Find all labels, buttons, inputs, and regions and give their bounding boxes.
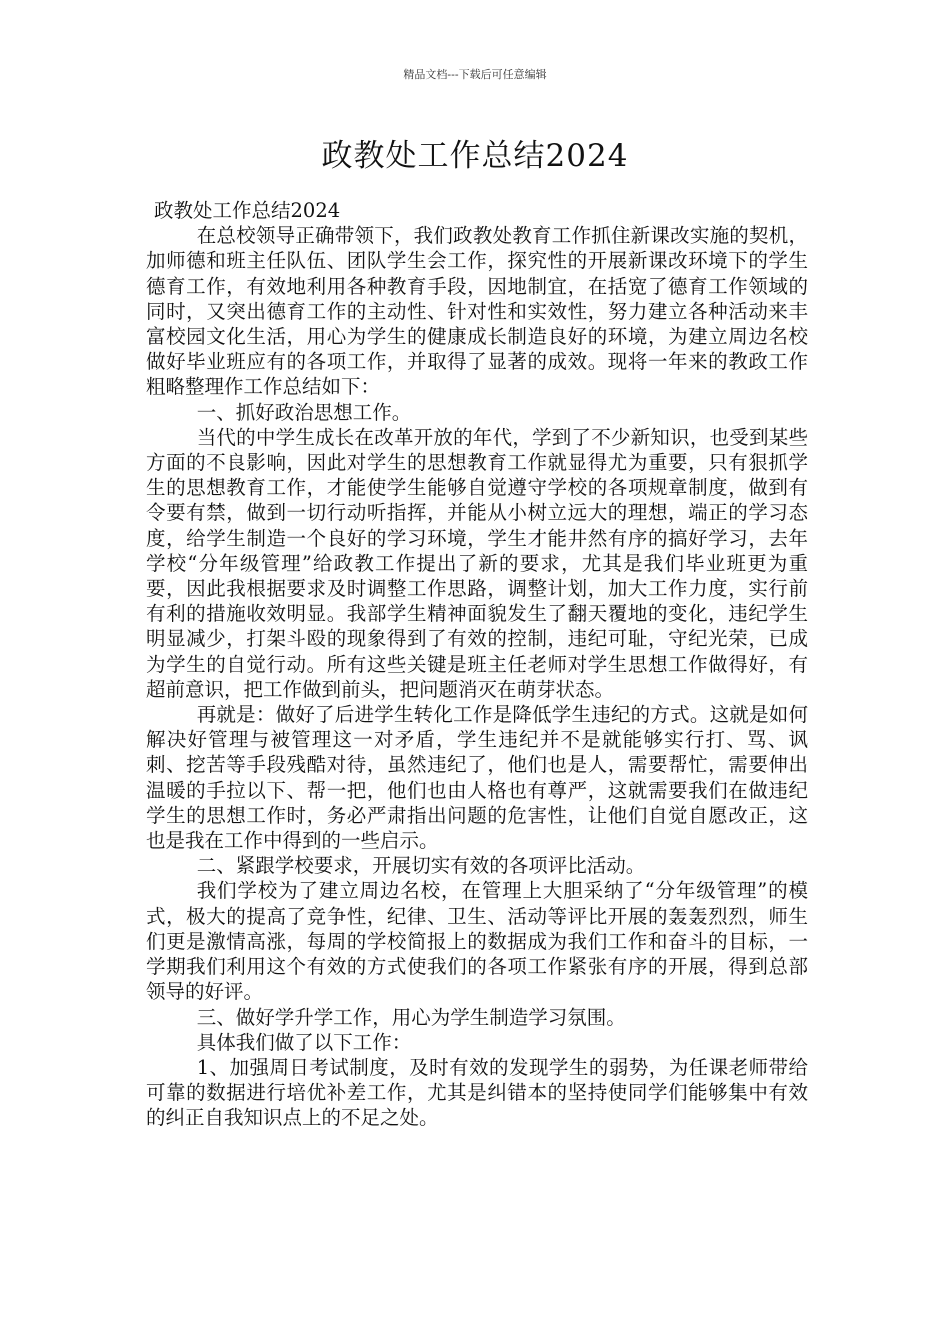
- paragraph-section-1-cont: 再就是：做好了后进学生转化工作是降低学生违纪的方式。这就是如何解决好管理与被管理这一对矛盾，学生违纪并不是就能够实行打、骂、讽刺、挖苦等手段残酷对待，虽然违纪了，他们也是人，需要帮忙，需要伸出温暖的手拉以下、帮一把，他们也由人格也有尊严，这就需要我们在做违纪学生的思想工作时，务必严肃指出问题的危害性，让他们自觉自愿改正，这也是我在工作中得到的一些启示。: [146, 703, 808, 853]
- heading-section-2: 二、紧跟学校要求，开展切实有效的各项评比活动。: [196, 854, 646, 878]
- paragraph-section-3-intro: 具体我们做了以下工作：: [196, 1030, 412, 1054]
- document-subtitle: 政教处工作总结2024: [154, 199, 341, 222]
- header-note: 精品文档---下载后可任意编辑: [403, 68, 547, 81]
- paragraph-intro: 在总校领导正确带领下，我们政教处教育工作抓住新课改实施的契机，加师德和班主任队伍、团队学生会工作，探究性的开展新课改环境下的学生德育工作，有效地利用各种教育手段，因地制宜，在括宽了德育工作领域的同时，又突出德育工作的主动性、针对性和实效性，努力建立各种活动来丰富校园文化生活，用心为学生的健康成长制造良好的环境，为建立周边名校做好毕业班应有的各项工作，并取得了显著的成效。现将一年来的教政工作粗略整理作工作总结如下：: [146, 224, 808, 399]
- paragraph-section-3-item-1: 1、加强周日考试制度，及时有效的发现学生的弱势，为任课老师带给可靠的数据进行培优补差工作，尤其是纠错本的坚持使同学们能够集中有效的纠正自我知识点上的不足之处。: [146, 1055, 808, 1130]
- document-body: [146, 198, 808, 1131]
- document-title: 政教处工作总结2024: [321, 138, 629, 174]
- heading-section-1: 一、抓好政治思想工作。: [196, 400, 412, 424]
- heading-section-3: 三、做好学升学工作，用心为学生制造学习氛围。: [196, 1005, 626, 1029]
- paragraph-section-2: 我们学校为了建立周边名校，在管理上大胆采纳了“分年级管理”的模式，极大的提高了竞争性，纪律、卫生、活动等评比开展的轰轰烈烈，师生们更是激情高涨，每周的学校简报上的数据成为我们工作和奋斗的目标，一学期我们利用这个有效的方式使我们的各项工作紧张有序的开展，得到总部领导的好评。: [146, 879, 808, 1004]
- paragraph-section-1: 当代的中学生成长在改革开放的年代，学到了不少新知识，也受到某些方面的不良影响，因此对学生的思想教育工作就显得尤为重要，只有狠抓学生的思想教育工作，才能使学生能够自觉遵守学校的各项规章制度，做到有令要有禁，做到一切行动听指挥，并能从小树立远大的理想，端正的学习态度，给学生制造一个良好的学习环境，学生才能井然有序的搞好学习，去年学校“分年级管理”给政教工作提出了新的要求，尤其是我们毕业班更为重要，因此我根据要求及时调整工作思路，调整计划，加大工作力度，实行前有利的措施收效明显。我部学生精神面貌发生了翻天覆地的变化，违纪学生明显减少，打架斗殴的现象得到了有效的控制，违纪可耻，守纪光荣，已成为学生的自觉行动。所有这些关键是班主任老师对学生思想工作做得好，有超前意识，把工作做到前头，把问题消灭在萌芽状态。: [146, 425, 808, 701]
